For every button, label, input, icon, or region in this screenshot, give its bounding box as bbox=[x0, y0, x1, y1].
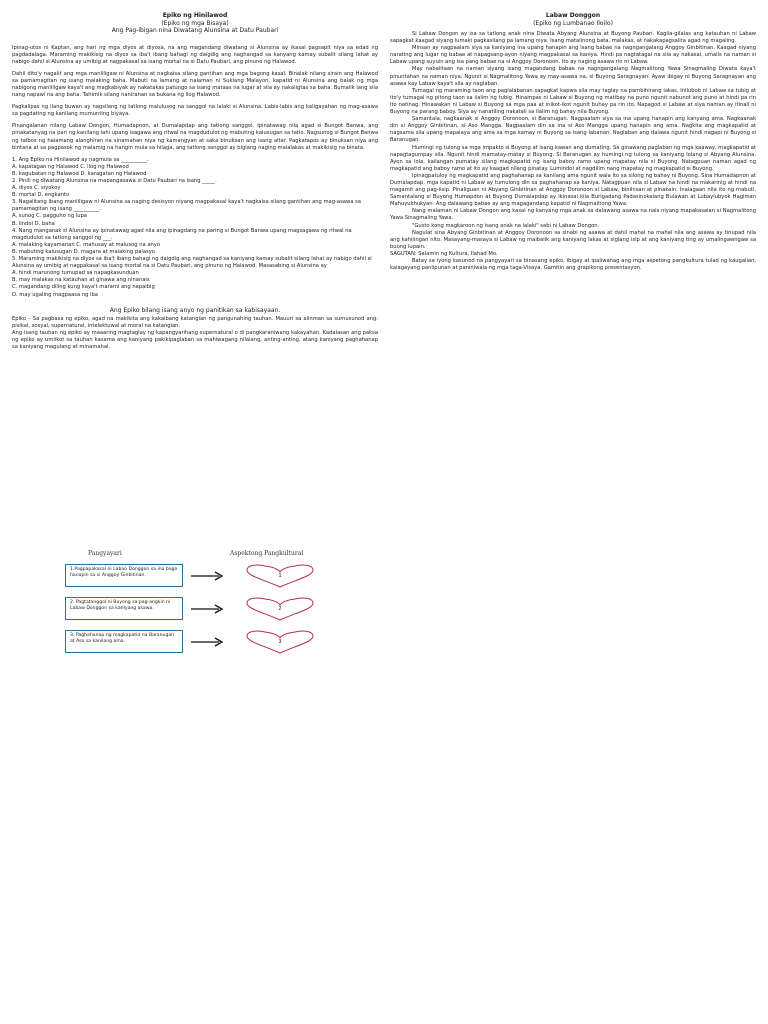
heart-icon bbox=[245, 630, 315, 654]
left-column bbox=[12, 12, 378, 356]
right-arrow-icon bbox=[191, 637, 225, 647]
section-text: Ang isang tauhan ng epiko ay maaaring magtaglay ng kapangyarihang supernatural o di pangkaraniwang kakayahan. Kadalasan ang paksa ng epiko ay umiikot sa tauhan kasama ang kaniyang pakikipaglaban sa mahiwagang nilalang, anting-anting, atang kaniyang paghahanap sa kaniyang magulang at minamahal. bbox=[12, 329, 378, 351]
quiz-line: 5. Maraming makikisig na diyos sa iba't ibang bahagi ng daigdig ang naghangad sa kaniyang kamay subalit silang lahat ay nabigo dahil si Alunsina ay umibig at nagpakasal sa isang mortal na si Datu Paubari, ang pinuno ng Halawod. Masasabing si Alunsina ay bbox=[12, 256, 372, 270]
quiz-line: 1. Ang Epiko na Hinilawod ay nagmula sa __________. bbox=[12, 156, 149, 163]
left-subtitle-2: Ang Pag-ibigan nina Diwatang Alunsina at Datu Paubari bbox=[111, 27, 279, 34]
right-arrow-icon bbox=[191, 571, 225, 581]
paragraph: Ipinagpatuloy ng magkapatid ang paghahanap sa kanilang ama ngunit wala ito sa silong ng bahay ni Buyong. Sina Humadapnon at Dumalapdap, mga kapatid ni Labaw ay tumulong din sa paghahanap sa kaniya. Natagpuan nila si Labaw na hindi na makarinig at hindi na magamit ang pag-iisip. Pinaliguan ni Abyang Ginbitinan at Anggoy Doronoon si Labaw, binihisan at pinakain. Inalagaan nila ito ng mabuti. Samantalang si Buyong Humapdon at Buyong Dumalapdap ay ikinasal kila Burigadang Padasinokalang Bulawan at Lubaylubyok Hagiman Mahuyukhukyan. Ang dalawang babae ay ang magagandang kapatid ni Nagmalitong Yawa. bbox=[390, 172, 756, 208]
paragraph: Ipinag-utos ni Kaptan, ang hari ng mga diyos at diyosa, na ang magandang diwatang si Alunsina ay ikasal pagsapit niya sa edad ng pagdadalaga. Maraming makikisig na diyos sa iba't ibang bahagi ng daigdig ang naghangad sa kanyang kamay subalit silang lahat ay nabigo dahil si Alunsina ay umibig at nagpakasal sa isang mortal na si Datu Paubari, ang pinuno ng Halawod. bbox=[12, 44, 378, 65]
heart-icon bbox=[245, 597, 315, 621]
section-title: Ang Epiko bilang isang anyo ng panitikan sa kabisayaan. bbox=[109, 306, 281, 314]
paragraph: Pinangalanan nilang Labaw Dongon, Humadapnon, at Dumalapdap ang tatlong sanggol. Ipinatawag nila agad si Bungot Banwa, ang pinakatanyag na pari ng kanilang lahi upang isagawa ang ritwal na magdudulot ng mabuting kalusugan sa tatlo. Nagsunog si Bungot Banwa ng talbos ng halamang alanghiran na sinamahan niya ng kamangyan at saka binuksan ang isang altar. Pagkatapos ay binuksan niya ang bintana at sa pagpasok ng malamig na hangin mula sa hilaga, ang tatlong sanggol ay biglang naging malalakas at makikisig na binata. bbox=[12, 123, 379, 151]
heart-label: 2 bbox=[278, 606, 282, 612]
right-title: Labaw Donggon bbox=[545, 12, 601, 19]
quiz-line: A. malaking kayamanan C. mahusay at malusog na anyo bbox=[12, 241, 161, 248]
quiz-line: 4. Nang manganak si Alunsina ay ipinatawag agad nila ang ipinagdang na paring si Bungot Banwa upang magsagawa ng ritwal na magdudulot sa tatlong sanggol ng ___. bbox=[12, 227, 352, 241]
paragraph: Nagulat sina Abyang Ginbitinan at Anggoy Doronoon sa sinabi ng asawa at dahil mahal na mahal nila ang asawa ay tinupad nila ang kahilingan nito. Masayang-masaya si Labaw ng maibalik ang kaniyang lakas at siglang isip at ang kaniyang ting ay umalingawngaw sa buong lupain. bbox=[390, 229, 756, 250]
paragraph: "Gusto kong magkaroon ng isang anak na lalaki" sabi ni Labaw Dongon. bbox=[412, 222, 600, 229]
quiz-line: B. kagubatan ng Halawod D. karagatan ng Halawod bbox=[12, 170, 147, 177]
figure-col1-header: Pangyayari bbox=[88, 550, 122, 557]
quiz-line: A. diyos C. siyokoy bbox=[12, 185, 61, 192]
right-arrow-icon bbox=[191, 604, 225, 614]
quiz-line: A. hindi marunong tumupad sa napagkasunduan bbox=[12, 270, 139, 277]
instruction: Batay sa iyong kasunod na pangyayari sa binasang epiko, ibigay at ipaliwanag ang mga aspetong pangkultura tulad ng kaugalian, kalagayang panlipunan at paniniwala ng mga taga-Visaya. Gamitin ang grapikong presentasyon. bbox=[390, 258, 756, 272]
quiz-line: B. mabuting kalusugan D. magara at malaking palasyo bbox=[12, 248, 155, 255]
event-box-3: 3. Paghahanap ng magkapatid na Baranugan at Aso sa kanilang ama. bbox=[65, 630, 183, 653]
heart-label: 1 bbox=[278, 573, 282, 579]
quiz-line: 3. Nagalitang ibang manliligaw ni Alunsina sa naging desisyon niyang magpakasal kaya't nagkaisa silang gantihan ang mag-asawa sa pamamagitan ng isang __________. bbox=[12, 199, 361, 213]
quiz-line: 2. Pinili ng diwatang Alunsina na mapangasawa si Datu Paubari na isang _____. bbox=[12, 178, 217, 184]
paragraph: Pagkalipas ng ilang buwan ay nagsilang ng tatlong malulusog na sanggol na lalaki si Alunsina. Labis-labis ang kaligayahan ng mag-asawa sa pagdating ng kanilang mumunting biyaya. bbox=[12, 104, 378, 118]
event-box-1: 1.Pagpapakasal ni Labao Donggon sa ina bago hanapin sa si Anggoy Ginbitinan. bbox=[65, 564, 183, 587]
section-text: Epiko – Sa pagbasa ng epiko, agad na makikita ang kakaibang katangian ng pangunahing tauhan. Mauuri sa alinman sa sumusunod ang: pisikal, sosyal, supernatural, intelektuwal at moral na katangian. bbox=[12, 315, 378, 329]
paragraph: May nabalitaan na naman siyang isang magandang babae na nagngangalang Nagmalitong Yawa Sinagmaling Diwata kaya't pinuntahan na naman niya. Ngunit si Nagmalitong Yawa ay may-asawa na, si Buyong Saragnayan. Ayaw ibigay ni Buyong Saragnayan ang asawa kay Labaw kaya't sila ay naglaban. bbox=[390, 66, 756, 87]
quiz-line: B. lindol D. baha bbox=[12, 220, 55, 227]
paragraph: Si Labaw Dongon ay isa sa tatlong anak nina Diwata Abyang Alunsina at Buyong Paubari. Kagila-gilalas ang katauhan ni Labaw sapagkat kaagad siyang lumaki pagkasilang pa lamang niya. Isang matalinong bata, malakas, at nakakapagsalita agad ng magaling. bbox=[390, 31, 756, 45]
heart-label: 3 bbox=[278, 639, 282, 645]
quiz-line: B. may malakas na katauhan at ginawa ang ninanais bbox=[12, 277, 150, 284]
quiz-line: D. may ugaling magpaasa ng iba bbox=[12, 291, 98, 298]
paragraph: Dahil dito'y nagalit ang mga manliligaw ni Alunsina at nagkaisa silang gantihan ang mga bagong kasal. Binalak nilang sirain ang Halawod sa pamamagitan ng isang malaking baha. Mabuti na lamang at nalaman ni Suklang Malayon, kapatid ni Alunsina ang balak ng mga nabigong manliligaw kaya't ang magkabiyak ay nakatakas patungo sa isang mataas na lugar at sila ay nakaligtas sa baha. Bumalik lang sila nang napawi na ang baha. Tahimik silang nanirahan sa bukana ng ilog Halawod. bbox=[12, 70, 378, 99]
graphic-organizer bbox=[60, 550, 320, 665]
paragraph: Nang malaman ni Labaw Dongon ang kasal ng kanyang mga anak sa dalawang asawa na nais niyang mapakasalan si Nagmalitong Yawa Sinagmaling Yawa. bbox=[390, 208, 756, 222]
paragraph: Samantala, nagkaanak si Anggoy Doronoon, si Baranugan. Nagpaalam siya sa ina upang hanapin ang kanyang ama. Nagkaanak din si Anggoy Ginbitinan, si Aso Mangga. Nagpaalam din sa ina si Aso Mangga upang hanapin ang ama. Nagkita ang magkapatid at nagsama sila upang mapalaya ang ama sa mga kamay ni Buyong sa isang labanan. Naglaban ang dalawa ngunit hindi nagapi ni Buyong si Baranugan. bbox=[390, 116, 756, 144]
paragraph: Tumagal ng maraming taon ang paglalabanan sapagkat kapwa sila may taglay na pambihirang lakas. Inilubob ni Labaw sa tubig at ito'y tumagal ng pitong taon sa ilalim ng tubig. Hinampas ni Labaw si Buyong ng matibay na puno ngunit nabunot ang puno at hindi pa rin ito natinag. Hinawakan ni Labaw si Buyong sa mga paa at inikot-ikot ngunit buhay pa rin ito. Napagod si Labaw at siya naman ay itinali ni Buyong na parang baboy. Siya ay nanatiling nakatali sa ilalim ng bahay nila Buyong. bbox=[390, 87, 756, 116]
right-column bbox=[390, 12, 756, 272]
figure-col2-header: Aspektong Pangkultural bbox=[230, 550, 304, 557]
quiz-line: C. magandang diling kung kaya't marami ang napaibig bbox=[12, 284, 155, 291]
left-title: Epiko ng Hinilawod bbox=[162, 12, 228, 19]
paragraph: Humingi ng tulong sa mga impakto si Buyong at isang kawan ang dumating. Sa ginawang paglaban ng mga kaaway, magkapatid at napagtagumpay sila. Ngunit hindi mamatay-matay si Buyong. Si Baranugan ay humingi ng tulong sa kaniyang lolang si Abyang Alunsina. Ayon sa lola, kailangan pumatay silang magkapatid ng isang baboy ramo upang mapatay nila si Buyong. Natagpuan naman agad ng magkapatid ang baboy ramo at ito ay kaagad nilang pinatay. Lumindol at nagdilim nang mapatay ng magkapatid si Buyong. bbox=[390, 144, 756, 172]
event-box-2: 2. Pagtatanggol ni Buyong sa pag-angkin ni Labaw Donggon sa kaniyang asawa. bbox=[65, 597, 183, 620]
quiz-line: A. sunog C. pagguho ng lupa bbox=[12, 213, 87, 220]
right-subtitle: (Epiko ng Lumbanao Iloilo) bbox=[533, 19, 613, 27]
paragraph: Minsan ay nagpaalam siya sa kaniyang ina upang hanapin ang isang babae na nagngangalang Anggoy Ginbitinan. Kaagad niyang narating ang lugar ng babae at napagsang-ayon niyang magpakasal sa kaniya. Hindi pa nagtatagal na sila ay nakasal, umalis na naman si Labaw upang suyuin ang isa pang babae na si Anggoy Doronoon. Ito ay naging asawa rin ni Labaw. bbox=[390, 45, 756, 66]
quiz-line: A. kapatagan ng Halawod C. ilog ng Halawod bbox=[12, 163, 129, 170]
source-line: SAGUTAN: Salamin ng Kultura, Ilahad Mo. bbox=[390, 250, 498, 257]
left-subtitle: (Epiko ng mga Bisaya) bbox=[161, 19, 229, 27]
quiz bbox=[12, 157, 378, 299]
quiz-line: B. mortal D. engkanto bbox=[12, 192, 70, 199]
heart-icon bbox=[245, 564, 315, 588]
